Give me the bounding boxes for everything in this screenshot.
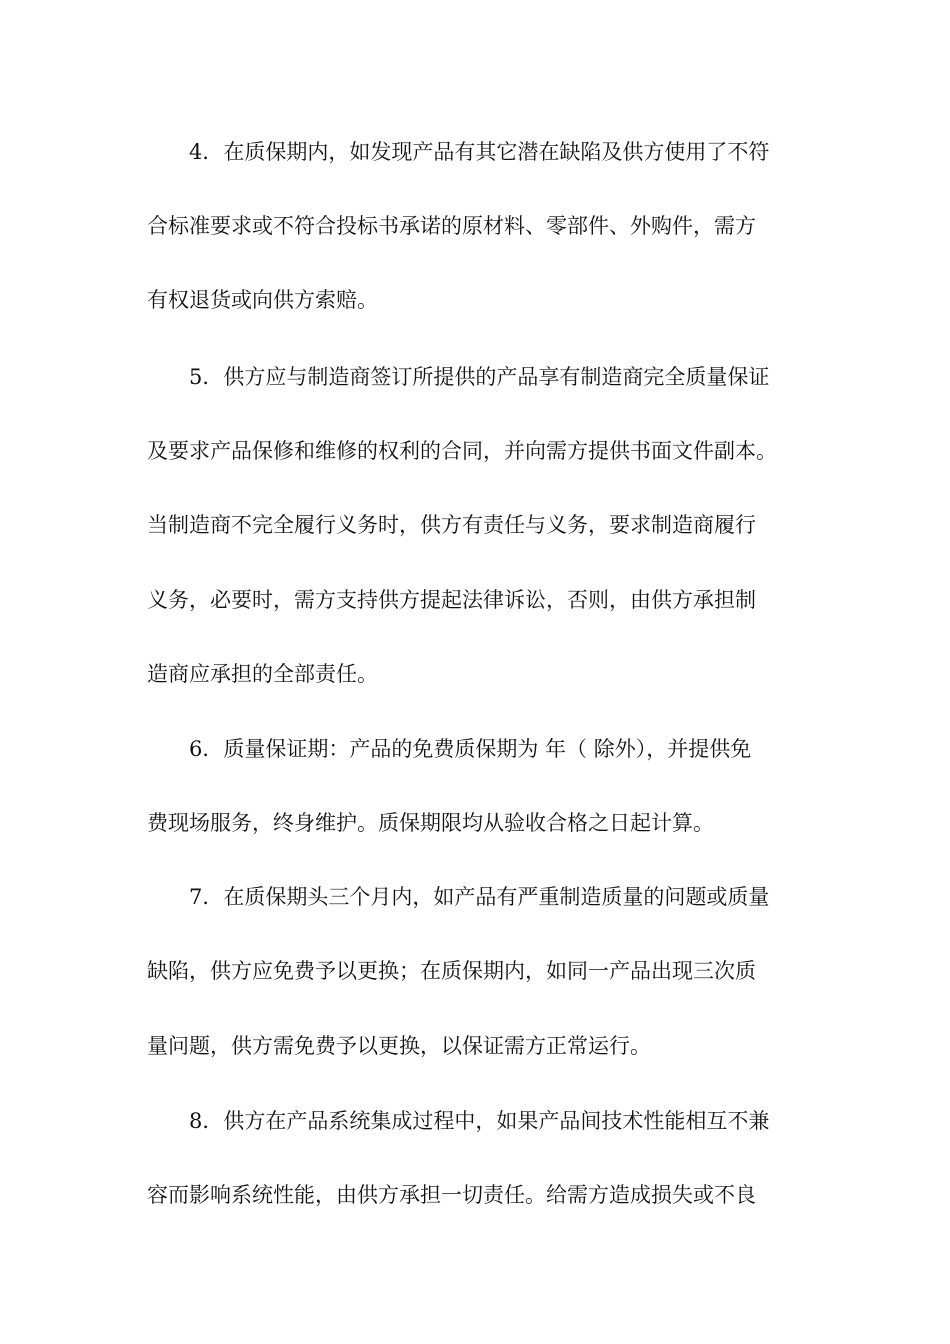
paragraph-4-line-1: 4．在质保期内，如发现产品有其它潜在缺陷及供方使用了不符 <box>189 140 770 164</box>
paragraph-5-line-5: 造商应承担的全部责任。 <box>147 662 378 686</box>
paragraph-5-line-1: 5．供方应与制造商签订所提供的产品享有制造商完全质量保证 <box>189 365 770 389</box>
paragraph-6-line-1: 6．质量保证期：产品的免费质保期为 年（ 除外），并提供免 <box>189 737 752 761</box>
paragraph-7-line-3: 量问题，供方需免费予以更换，以保证需方正常运行。 <box>147 1034 651 1058</box>
paragraph-6-line-2: 费现场服务，终身维护。质保期限均从验收合格之日起计算。 <box>147 811 714 835</box>
paragraph-5-line-3: 当制造商不完全履行义务时，供方有责任与义务，要求制造商履行 <box>147 513 756 537</box>
paragraph-5-line-2: 及要求产品保修和维修的权利的合同，并向需方提供书面文件副本。 <box>147 439 777 463</box>
paragraph-4-line-2: 合标准要求或不符合投标书承诺的原材料、零部件、外购件，需方 <box>147 214 756 238</box>
paragraph-8-line-1: 8．供方在产品系统集成过程中，如果产品间技术性能相互不兼 <box>189 1109 770 1133</box>
paragraph-5-line-4: 义务，必要时，需方支持供方提起法律诉讼，否则，由供方承担制 <box>147 588 756 612</box>
paragraph-7-line-2: 缺陷，供方应免费予以更换；在质保期内，如同一产品出现三次质 <box>147 959 756 983</box>
paragraph-4-line-3: 有权退货或向供方索赔。 <box>147 288 378 312</box>
paragraph-7-line-1: 7．在质保期头三个月内，如产品有严重制造质量的问题或质量 <box>189 885 770 909</box>
paragraph-8-line-2: 容而影响系统性能，由供方承担一切责任。给需方造成损失或不良 <box>147 1183 756 1207</box>
